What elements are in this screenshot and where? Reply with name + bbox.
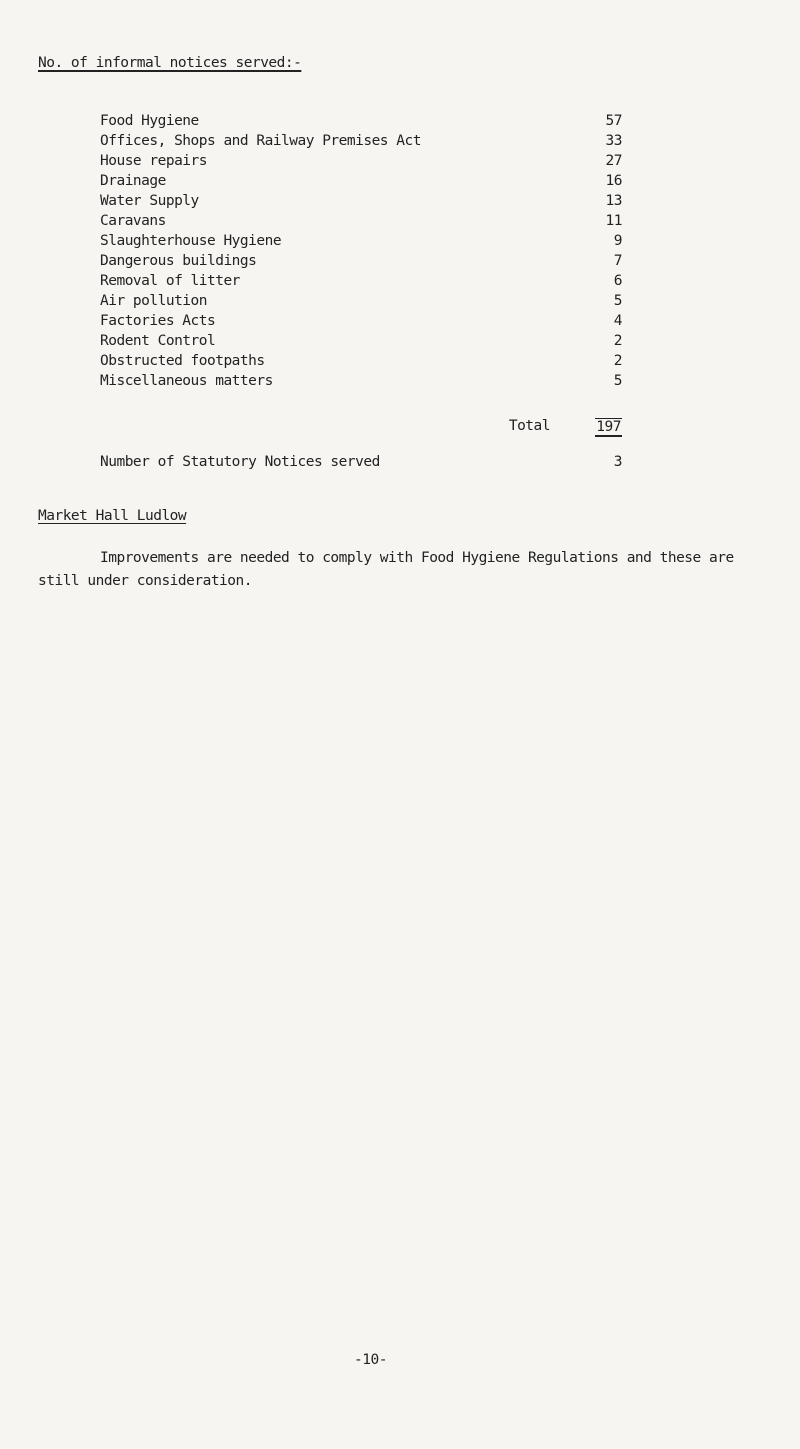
notice-count: 5 — [613, 373, 622, 389]
market-hall-paragraph: Improvements are needed to comply with Food Hygiene Regulations and these are still under consideration. — [38, 550, 734, 589]
table-row — [100, 313, 622, 333]
total-row — [100, 418, 622, 438]
notice-label: Air pollution — [100, 293, 207, 309]
page-number: -10- — [354, 1352, 387, 1368]
statutory-row — [100, 454, 622, 474]
notice-count: 16 — [605, 173, 622, 189]
notice-label: Drainage — [100, 173, 166, 189]
table-row — [100, 213, 622, 233]
notice-label: Caravans — [100, 213, 166, 229]
notice-count: 6 — [613, 273, 622, 289]
table-row — [100, 333, 622, 353]
table-row — [100, 353, 622, 373]
notice-count: 13 — [605, 193, 622, 209]
notice-label: Slaughterhouse Hygiene — [100, 233, 282, 249]
market-hall-heading: Market Hall Ludlow — [38, 508, 187, 524]
table-row — [100, 273, 622, 293]
notice-count: 9 — [613, 233, 622, 249]
table-row — [100, 113, 622, 133]
table-row — [100, 293, 622, 313]
notice-label: Dangerous buildings — [100, 253, 257, 269]
table-row — [100, 133, 622, 153]
notice-label: Factories Acts — [100, 313, 216, 329]
table-row — [100, 373, 622, 393]
notice-label: Water Supply — [100, 193, 199, 209]
notice-count: 5 — [613, 293, 622, 309]
notice-label: Food Hygiene — [100, 113, 199, 129]
statutory-label: Number of Statutory Notices served — [100, 454, 380, 470]
statutory-value: 3 — [613, 454, 622, 470]
section-heading: No. of informal notices served:- — [38, 55, 302, 71]
notice-count: 4 — [613, 313, 622, 329]
notice-count: 11 — [605, 213, 622, 229]
table-row — [100, 193, 622, 213]
notice-label: Miscellaneous matters — [100, 373, 273, 389]
total-label: Total — [508, 418, 550, 434]
notice-count: 27 — [605, 153, 622, 169]
notice-label: Removal of litter — [100, 273, 240, 289]
notice-label: Rodent Control — [100, 333, 216, 349]
notice-count: 57 — [605, 113, 622, 129]
notice-count: 7 — [613, 253, 622, 269]
notice-label: House repairs — [100, 153, 207, 169]
notice-count: 2 — [613, 353, 622, 369]
table-row — [100, 153, 622, 173]
notice-count: 33 — [605, 133, 622, 149]
table-row — [100, 233, 622, 253]
notice-label: Obstructed footpaths — [100, 353, 265, 369]
notice-label: Offices, Shops and Railway Premises Act — [100, 133, 421, 149]
table-row — [100, 253, 622, 273]
table-row — [100, 173, 622, 193]
notice-count: 2 — [613, 333, 622, 349]
total-value: 197 — [596, 419, 621, 435]
